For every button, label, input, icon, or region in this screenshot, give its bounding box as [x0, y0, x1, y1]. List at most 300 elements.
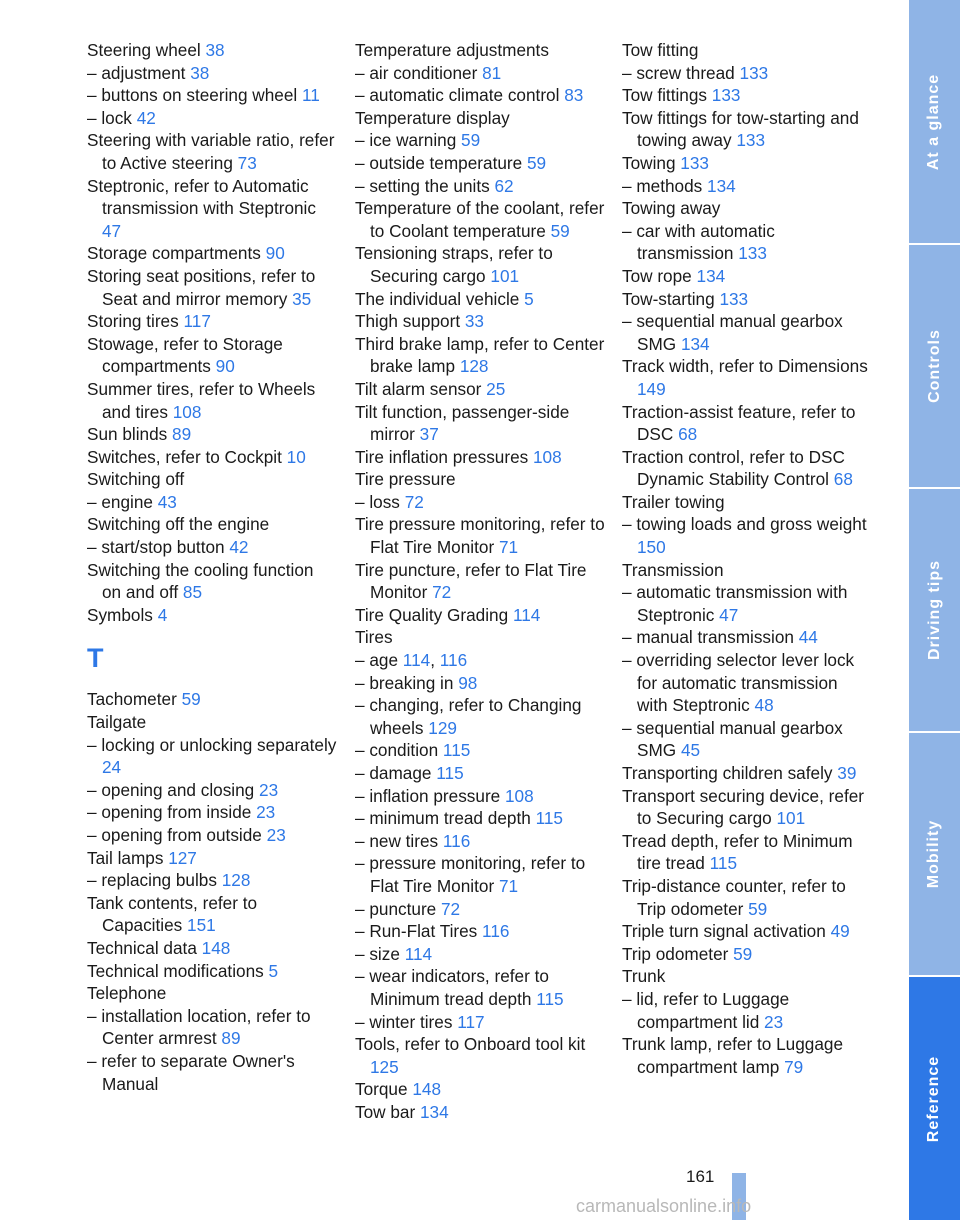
- index-entry: [622, 446, 872, 491]
- index-entry: [87, 423, 337, 446]
- page-link[interactable]: 38: [205, 40, 225, 60]
- index-entry: [355, 1033, 605, 1078]
- index-entry: [622, 649, 872, 717]
- index-entry: [622, 559, 872, 582]
- page-link[interactable]: 133: [680, 152, 709, 173]
- tab-label: Driving tips: [925, 559, 943, 661]
- index-entry: [87, 107, 337, 130]
- tab-label: Reference: [925, 1055, 943, 1142]
- entry-text: – breaking in: [355, 672, 459, 693]
- page-link[interactable]: 108: [505, 785, 534, 806]
- index-entry: [355, 830, 605, 853]
- entry-text: Symbols: [87, 604, 158, 625]
- entry-text: – screw thread: [622, 62, 740, 83]
- page-number: 161: [686, 1167, 715, 1186]
- index-entry: [87, 513, 337, 536]
- index-entry: [355, 288, 605, 311]
- index-entry: [355, 807, 605, 830]
- page-link[interactable]: 134: [696, 265, 726, 286]
- page-link[interactable]: 108: [533, 446, 562, 467]
- entry-text: – methods: [622, 175, 708, 196]
- page-link[interactable]: 116: [439, 650, 468, 671]
- tab-mobility[interactable]: [909, 733, 960, 975]
- entry-text: – opening from inside: [87, 802, 257, 823]
- page-link[interactable]: 59: [526, 152, 547, 173]
- page-link[interactable]: 108: [172, 401, 202, 422]
- page-link[interactable]: 133: [736, 130, 766, 151]
- watermark: carmanualsonline.info: [576, 1196, 752, 1216]
- page-link[interactable]: 128: [221, 870, 251, 891]
- entry-text: – locking or unlocking separately: [87, 734, 337, 755]
- entry-text: Towing: [622, 152, 681, 173]
- page-link[interactable]: 115: [535, 808, 563, 829]
- index-entry: [622, 265, 872, 288]
- entry-text: – towing loads and gross weight: [622, 514, 867, 535]
- page-link[interactable]: 5: [524, 288, 534, 309]
- index-entry: [355, 739, 605, 762]
- page-link[interactable]: 150: [637, 537, 666, 558]
- entry-text: – air conditioner: [355, 62, 483, 83]
- page-link[interactable]: 23: [256, 802, 276, 823]
- entry-text: Storing seat positions, refer to Seat and mirror memory: [87, 265, 316, 309]
- index-entry: [622, 988, 872, 1033]
- page-link[interactable]: 23: [266, 825, 286, 845]
- page-link[interactable]: 151: [187, 915, 216, 936]
- index-entry: [355, 626, 605, 649]
- entry-text: – setting the units: [355, 175, 495, 196]
- page-link[interactable]: 49: [830, 921, 850, 942]
- page-link[interactable]: 98: [458, 672, 478, 693]
- entry-text: – new tires: [355, 830, 443, 851]
- entry-text: Steering with variable ratio, refer to Active steering: [87, 130, 335, 173]
- entry-text: Stowage, refer to Storage compartments: [87, 333, 283, 377]
- entry-text: – opening and closing: [87, 779, 260, 800]
- entry-text: Steptronic, refer to Automatic transmission with Steptronic: [87, 175, 316, 219]
- tab-driving-tips[interactable]: [909, 489, 960, 731]
- entry-text: – winter tires: [355, 1011, 458, 1032]
- index-entry: [87, 892, 337, 937]
- entry-text: – car with automatic transmission: [622, 220, 775, 264]
- entry-text: – age: [355, 650, 403, 671]
- page-link[interactable]: 59: [550, 220, 570, 241]
- page-link[interactable]: 148: [201, 937, 231, 958]
- entry-text: Temperature display: [355, 107, 510, 128]
- index-entry: [355, 401, 605, 446]
- entry-text: Tow fitting: [622, 40, 699, 60]
- entry-text: – condition: [355, 740, 443, 761]
- index-entry: [355, 920, 605, 943]
- index-entry: [87, 491, 337, 514]
- page-link[interactable]: 43: [157, 491, 177, 512]
- index-column-2: [355, 39, 605, 1124]
- entry-text: Technical modifications: [87, 960, 269, 981]
- index-entry: [355, 762, 605, 785]
- entry-text: Storing tires: [87, 311, 184, 332]
- page-link[interactable]: 125: [370, 1056, 399, 1077]
- page-link[interactable]: 59: [461, 130, 481, 151]
- index-entry: [87, 847, 337, 870]
- tab-label: Mobility: [925, 819, 943, 889]
- index-entry: [87, 1005, 337, 1050]
- page-link[interactable]: 72: [441, 898, 461, 919]
- entry-text: – outside temperature: [355, 152, 527, 173]
- entry-text: Tail lamps: [87, 847, 169, 868]
- page-link[interactable]: 89: [221, 1028, 241, 1049]
- index-column-1: [87, 39, 337, 1095]
- page-link[interactable]: 47: [102, 220, 122, 241]
- index-entry: [622, 717, 872, 762]
- page-link[interactable]: 117: [457, 1011, 485, 1032]
- index-entry: [355, 107, 605, 130]
- entry-text: – installation location, refer to Center armrest: [87, 1005, 311, 1049]
- entry-text: Tire pressure: [355, 469, 456, 490]
- entry-text: Tow rope: [622, 265, 697, 286]
- page-link[interactable]: 59: [748, 898, 768, 919]
- index-entry: [355, 129, 605, 152]
- index-entry: [87, 559, 337, 604]
- entry-text: Traction-assist feature, refer to DSC: [622, 401, 856, 445]
- entry-text: – manual transmission: [622, 627, 799, 648]
- page-link[interactable]: 134: [707, 175, 736, 196]
- index-entry: [355, 513, 605, 558]
- page-link[interactable]: 81: [482, 62, 502, 83]
- entry-text: Tire puncture, refer to Flat Tire Monitor: [355, 559, 587, 603]
- index-entry: [87, 84, 337, 107]
- page-link[interactable]: 44: [798, 627, 818, 648]
- tab-label: Controls: [925, 329, 943, 403]
- index-entry: [355, 672, 605, 695]
- index-entry: [622, 152, 872, 175]
- entry-text: Tow fittings for tow-starting and towing away: [622, 107, 859, 151]
- entry-text: Switching off: [87, 469, 185, 490]
- page-link[interactable]: 115: [436, 763, 464, 783]
- page-link[interactable]: 59: [181, 689, 201, 710]
- index-entry: [355, 785, 605, 808]
- page-link[interactable]: 83: [564, 85, 584, 106]
- page-link[interactable]: 89: [172, 424, 192, 445]
- entry-text: Trunk: [622, 966, 666, 987]
- page-link[interactable]: 115: [709, 853, 738, 874]
- entry-text: – Run-Flat Tires: [355, 921, 483, 942]
- page-link[interactable]: 59: [733, 943, 753, 964]
- index-entry: [355, 175, 605, 198]
- entry-text: Tow-starting: [622, 288, 720, 309]
- page-link[interactable]: 116: [482, 921, 510, 942]
- entry-text: Tires: [355, 627, 393, 648]
- entry-text: Tow bar: [355, 1101, 420, 1122]
- page-link[interactable]: 71: [498, 537, 519, 558]
- page-link[interactable]: 127: [168, 847, 197, 868]
- entry-text: Tread depth, refer to Minimum tire tread: [622, 830, 853, 874]
- index-entry: [622, 581, 872, 626]
- index-entry: [87, 39, 337, 62]
- entry-text: – overriding selector lever lock for automatic transmission with Steptronic: [622, 650, 855, 716]
- entry-text: Tilt alarm sensor: [355, 378, 487, 399]
- index-entry: [87, 734, 337, 779]
- index-entry: [622, 39, 872, 62]
- entry-text: – automatic climate control: [355, 85, 565, 106]
- index-entry: [355, 491, 605, 514]
- page-link[interactable]: 68: [833, 469, 853, 490]
- entry-text: – lid, refer to Luggage compartment lid: [622, 988, 790, 1032]
- entry-text: – opening from outside: [87, 825, 267, 845]
- entry-text: Third brake lamp, refer to Center brake lamp: [355, 333, 605, 377]
- page-link[interactable]: 148: [412, 1079, 442, 1100]
- index-entry: [355, 604, 605, 627]
- page-link[interactable]: 10: [286, 446, 306, 467]
- index-entry: [622, 197, 872, 220]
- page-link[interactable]: 101: [776, 808, 806, 829]
- tab-controls[interactable]: [909, 245, 960, 487]
- entry-text: – engine: [87, 491, 158, 512]
- page-link[interactable]: 133: [738, 243, 767, 264]
- page-link[interactable]: 134: [419, 1101, 449, 1122]
- index-entry: [87, 62, 337, 85]
- page-link[interactable]: 85: [182, 582, 203, 603]
- page-link[interactable]: 90: [215, 356, 235, 377]
- page-link[interactable]: 72: [432, 582, 452, 603]
- entry-text: Tire pressure monitoring, refer to Flat Tire Monitor: [355, 514, 605, 558]
- index-entry: [622, 288, 872, 311]
- index-entry: [622, 920, 872, 943]
- index-entry: [355, 559, 605, 604]
- index-entry: [622, 62, 872, 85]
- page-link[interactable]: 5: [268, 960, 279, 981]
- index-entry: [87, 468, 337, 491]
- page-link[interactable]: 25: [486, 378, 506, 399]
- index-entry: [622, 175, 872, 198]
- index-entry: [622, 626, 872, 649]
- index-entry: [355, 468, 605, 491]
- index-entry: [355, 1011, 605, 1034]
- entry-text: – replacing bulbs: [87, 870, 222, 891]
- index-entry: [87, 960, 337, 983]
- entry-text: Switching off the engine: [87, 514, 270, 535]
- page-link[interactable]: 115: [442, 740, 471, 761]
- index-entry: [355, 694, 605, 739]
- entry-text: – loss: [355, 491, 405, 512]
- page-link[interactable]: 129: [428, 717, 457, 738]
- page-link[interactable]: 47: [719, 604, 739, 625]
- entry-text: – inflation pressure: [355, 785, 505, 806]
- entry-text: Trailer towing: [622, 491, 725, 512]
- index-entry: [622, 943, 872, 966]
- page-link[interactable]: 73: [237, 152, 257, 173]
- index-entry: [622, 220, 872, 265]
- section-letter: T: [87, 643, 104, 674]
- index-entry: [87, 310, 337, 333]
- index-entry: [622, 785, 872, 830]
- entry-text: Trunk lamp, refer to Luggage compartment lamp: [622, 1034, 844, 1077]
- index-entry: [622, 1033, 872, 1078]
- page-link[interactable]: 114: [512, 604, 541, 625]
- index-entry: [87, 333, 337, 378]
- index-entry: [87, 265, 337, 310]
- page-link[interactable]: 62: [494, 175, 514, 196]
- index-entry: [355, 333, 605, 378]
- page-link[interactable]: 117: [183, 311, 211, 332]
- entry-text: Summer tires, refer to Wheels and tires: [87, 378, 316, 422]
- page-link[interactable]: 71: [498, 875, 519, 896]
- entry-text: Trip odometer: [622, 943, 734, 964]
- index-entry: [355, 378, 605, 401]
- entry-text: Tailgate: [87, 712, 147, 733]
- entry-text: Tensioning straps, refer to Securing cargo: [355, 243, 553, 286]
- entry-text: – adjustment: [87, 62, 191, 83]
- page-link[interactable]: 38: [190, 62, 210, 83]
- tab-reference[interactable]: [909, 977, 960, 1220]
- page-link[interactable]: 114: [402, 650, 431, 671]
- index-entry: [87, 1050, 337, 1095]
- entry-text: Tire inflation pressures: [355, 446, 533, 467]
- page-link[interactable]: 35: [292, 288, 312, 309]
- entry-text: – puncture: [355, 898, 441, 919]
- entry-text: Temperature adjustments: [355, 40, 549, 60]
- entry-text: Tank contents, refer to Capacities: [87, 892, 258, 936]
- index-entry: [87, 378, 337, 423]
- entry-text: Sun blinds: [87, 424, 173, 445]
- index-entry: [622, 965, 872, 988]
- index-entry: [355, 446, 605, 469]
- entry-text: – start/stop button: [87, 537, 230, 558]
- page-link[interactable]: 72: [404, 491, 424, 512]
- index-entry: [87, 779, 337, 802]
- entry-text: Tilt function, passenger-side mirror: [355, 401, 570, 445]
- page-link[interactable]: 23: [764, 1011, 784, 1032]
- index-entry: [355, 242, 605, 287]
- page-link[interactable]: 42: [136, 107, 156, 128]
- index-entry: [355, 62, 605, 85]
- entry-text: Transporting children safely: [622, 763, 838, 783]
- entry-text: Tools, refer to Onboard tool kit: [355, 1034, 586, 1055]
- page-link[interactable]: 101: [490, 265, 520, 286]
- entry-text: Trip-distance counter, refer to Trip odometer: [622, 875, 846, 919]
- entry-text: Storage compartments: [87, 243, 266, 264]
- index-entry: [87, 175, 337, 243]
- entry-text: Transport securing device, refer to Securing cargo: [622, 785, 865, 829]
- entry-text: Triple turn signal activation: [622, 921, 831, 942]
- index-entry: [87, 869, 337, 892]
- entry-text: – pressure monitoring, refer to Flat Tire Monitor: [355, 853, 586, 896]
- page-link[interactable]: 133: [711, 85, 741, 106]
- index-entry: [355, 1101, 605, 1124]
- page-link[interactable]: 133: [719, 288, 749, 309]
- index-entry: [355, 197, 605, 242]
- index-entry: [355, 84, 605, 107]
- entry-text: – ice warning: [355, 130, 462, 151]
- page-link[interactable]: 68: [678, 424, 698, 445]
- page-link[interactable]: 33: [464, 311, 484, 332]
- index-entry: – age 114, 116: [355, 650, 468, 671]
- entry-text: – changing, refer to Changing wheels: [355, 695, 582, 738]
- entry-text: Torque: [355, 1079, 413, 1100]
- entry-text: – automatic transmission with Steptronic: [622, 582, 848, 625]
- page-link[interactable]: 133: [739, 62, 769, 83]
- page-link[interactable]: 45: [680, 740, 701, 761]
- entry-text: – buttons on steering wheel: [87, 85, 302, 106]
- entry-text: – size: [355, 943, 405, 964]
- index-entry: [355, 943, 605, 966]
- index-entry: [87, 129, 337, 174]
- entry-text: – wear indicators, refer to Minimum tread depth: [355, 966, 549, 1009]
- entry-text: Thigh support: [355, 311, 465, 332]
- entry-text: Towing away: [622, 198, 721, 219]
- page-link[interactable]: 90: [265, 243, 285, 264]
- page-link[interactable]: 48: [754, 695, 774, 716]
- chapter-sidebar: [909, 0, 960, 1220]
- index-entry: [355, 310, 605, 333]
- index-entry: [622, 491, 872, 514]
- index-entry: [87, 242, 337, 265]
- entry-text: – lock: [87, 107, 137, 128]
- index-entry: [622, 355, 872, 400]
- page-link[interactable]: 4: [157, 604, 168, 625]
- index-entry: [355, 898, 605, 921]
- page-link[interactable]: 79: [784, 1056, 804, 1077]
- index-column-3: [622, 39, 872, 1078]
- index-entry: [87, 937, 337, 960]
- index-entry: [87, 711, 337, 734]
- entry-text: – minimum tread depth: [355, 808, 536, 829]
- index-entry: [87, 536, 337, 559]
- index-entry: [355, 152, 605, 175]
- entry-text: Switching the cooling function on and off: [87, 559, 314, 603]
- entry-text: Tire Quality Grading: [355, 604, 513, 625]
- page-link[interactable]: 116: [442, 830, 471, 851]
- index-entry: [355, 1078, 605, 1101]
- index-entry: [622, 401, 872, 446]
- page-link[interactable]: 39: [837, 763, 857, 783]
- index-entry: [87, 604, 337, 627]
- page-link[interactable]: 37: [419, 424, 439, 445]
- entry-text: Switches, refer to Cockpit: [87, 446, 287, 467]
- index-entry: [622, 107, 872, 152]
- entry-text: – damage: [355, 763, 437, 783]
- index-entry: [622, 310, 872, 355]
- tab-at-a-glance[interactable]: [909, 0, 960, 243]
- page-link[interactable]: 114: [404, 943, 433, 964]
- index-entry: [87, 982, 337, 1005]
- page-link[interactable]: 11: [302, 85, 320, 106]
- page-link[interactable]: 149: [637, 378, 666, 399]
- index-entry: [355, 39, 605, 62]
- page-link[interactable]: 115: [536, 988, 564, 1009]
- index-entry: [87, 446, 337, 469]
- index-entry: [622, 513, 872, 558]
- entry-text: – sequential manual gearbox SMG: [622, 717, 843, 761]
- index-entry: [355, 965, 605, 1010]
- tab-label: At a glance: [925, 73, 943, 170]
- entry-text: Traction control, refer to DSC Dynamic Stability Control: [622, 446, 845, 490]
- entry-text: – sequential manual gearbox SMG: [622, 311, 843, 354]
- entry-text: Technical data: [87, 937, 202, 958]
- entry-text: Temperature of the coolant, refer to Coolant temperature: [355, 198, 605, 241]
- entry-text: Track width, refer to Dimensions: [622, 356, 868, 377]
- page-link[interactable]: 24: [102, 757, 122, 778]
- index-entry: [622, 830, 872, 875]
- index-entry: [87, 801, 337, 824]
- entry-text: Transmission: [622, 559, 724, 580]
- page-link[interactable]: 42: [229, 537, 249, 558]
- page-link[interactable]: 23: [259, 779, 279, 800]
- entry-text: The individual vehicle: [355, 288, 525, 309]
- entry-text: Tachometer: [87, 689, 182, 710]
- page-link[interactable]: 134: [680, 333, 710, 354]
- index-entry: [87, 688, 337, 711]
- index-entry: [87, 824, 337, 847]
- index-entry: [622, 762, 872, 785]
- page-link[interactable]: 128: [459, 356, 489, 377]
